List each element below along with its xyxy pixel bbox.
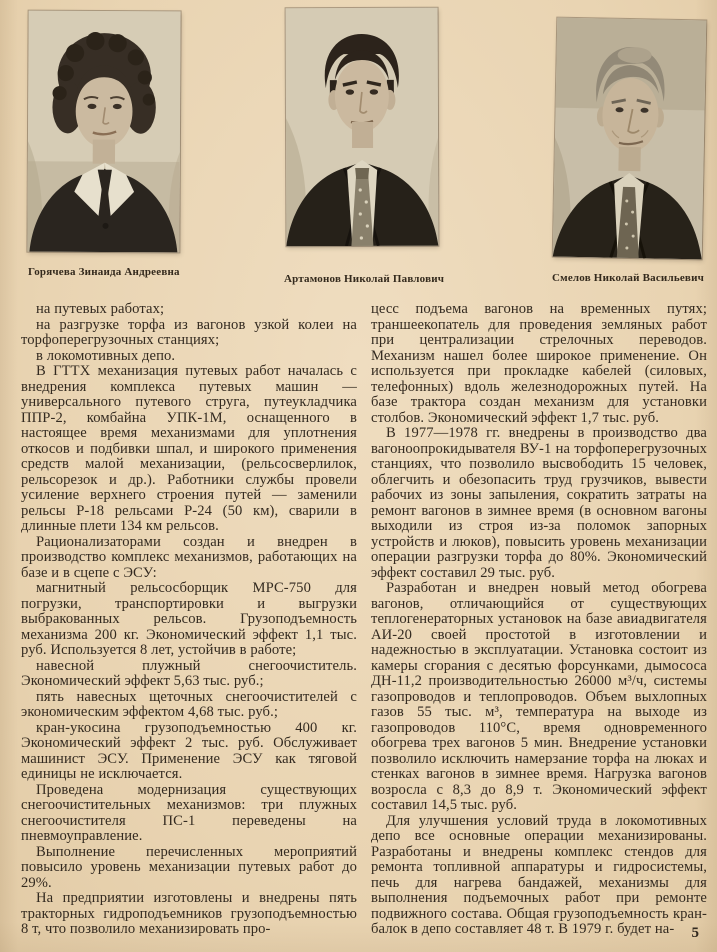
paragraph: Разработан и внедрен новый метод обогрева вагонов, отличающийся от существующих теплогенераторных установок на базе авиадвигателя АИ-20 своей простотой в изготовлении и надежностью в эксплуатации. Установка состоит из камеры сгорания с десятью форсунками, дымососа ДН-11,2 производительностью 26000 м³/ч, системы газопроводов и теплопроводов. Объем выхлопных газов 55 тыс. м³, температура на выходе из газопроводов 110°С, время одновременного обогрева трех вагонов 5 мин. Внедрение установки позволило исключить намерзание торфа на люках и стенках вагонов в зимнее время. Нагрузка вагонов возросла с 8,3 до 8,9 т. Экономический эффект составил 14,5 тыс. руб. <box>371 580 707 813</box>
page-number: 5 <box>691 925 699 941</box>
portrait-man-illustration <box>286 8 439 247</box>
portrait-woman-illustration <box>27 11 180 253</box>
paragraph: Проведена модернизация существующих снегоочистительных механизмов: три плужных снегоочистителя ПС-1 переведены на пневмоуправление. <box>21 781 357 844</box>
photo-caption-goryacheva: Горячева Зинаида Андреевна <box>28 266 180 278</box>
photo-artamonov <box>286 8 439 247</box>
paragraph: кран-укосина грузоподъемностью 400 кг. Экономический эффект 2 тыс. руб. Обслуживает машинист ЭСУ. Применение ЭСУ как тяговой единицы не исключается. <box>21 719 357 782</box>
paragraph: в локомотивных депо. <box>36 347 176 364</box>
paragraph-continuation: цесс подъема вагонов на временных путях; траншеекопатель для проведения земляных работ при централизации стрелочных переводов. Механизм нашел более широкое применение. Он используется при прокладке кабелей (силовых, телефонных) вдоль железнодорожных путей. На базе трактора создан механизм для установки столбов. Экономический эффект 1,7 тыс. руб. <box>371 301 707 426</box>
photo-goryacheva <box>27 11 180 253</box>
photo-caption-artamonov: Артамонов Николай Павлович <box>284 273 445 285</box>
paragraph: навесной плужный снегоочиститель. Экономический эффект 5,63 тыс. руб.; <box>21 657 357 689</box>
paragraph: На предприятии изготовлены и внедрены пять тракторных гидроподъемников грузоподъемностью 8 т, что позволило механизировать про- <box>21 890 357 937</box>
portrait-elderly-man-illustration <box>553 18 707 260</box>
article-body <box>21 302 707 938</box>
right-column <box>371 302 707 938</box>
paragraph: Для улучшения условий труда в локомотивных депо все основные операции механизированы. Разработаны и внедрены комплекс стендов для ремонта топливной аппаратуры и гидросистемы, печь для нагрева бандажей, механизмы для выполнения подъемочных работ при ремонте подвижного состава. Общая грузоподъемность кран-балок в депо составляет 48 т. В 1979 г. будет на- <box>371 812 707 937</box>
paragraph: на путевых работах; <box>36 301 165 317</box>
left-column <box>21 302 357 938</box>
paragraph: В 1977—1978 гг. внедрены в производство два вагоноопрокидывателя ВУ-1 на торфоперегрузочных станциях, что позволило высвободить 15 человек, облегчить и обезопасить труд грузчиков, вывести рабочих из зоны запыления, сократить затраты на ремонт вагонов в зимнее время (в основном вагоны выходили из строя из-за поломок запорных устройств и люков), повысить уровень механизации операции разгрузки торфа до 80%. Экономический эффект составил 29 тыс. руб. <box>371 425 707 581</box>
paragraph: Рационализаторами создан и внедрен в производство комплекс механизмов, работающих на базе и в сцепе с ЭСУ: <box>21 533 357 581</box>
paragraph: пять навесных щеточных снегоочистителей с экономическим эффектом 4,68 тыс. руб.; <box>21 688 357 720</box>
paragraph: Выполнение перечисленных мероприятий повысило уровень механизации путевых работ до 29%. <box>21 843 357 891</box>
paragraph: магнитный рельсосборщик МРС-750 для погрузки, транспортировки и выгрузки выбракованных рельсов. Грузоподъемность механизма 200 кг. Экономический эффект 1,1 тыс. руб. Используется 8 лет, устойчив в работе; <box>21 580 357 658</box>
photo-caption-smelov: Смелов Николай Васильевич <box>552 272 705 284</box>
paragraph: на разгрузке торфа из вагонов узкой колеи на торфоперегрузочных станциях; <box>21 316 357 348</box>
paragraph: В ГТТХ механизация путевых работ началась с внедрения комплекса путевых машин — универсального путевого струга, путеукладчика ППР-2, комбайна УПК-1М, оснащенного в настоящее время механизмами для уплотнения откосов и подбивки шпал, и широкого применения средств малой механизации, (рельсосверлилок, рельсорезок и др.). Работники службы провели усиление верхнего строения путей — заменили рельсы Р-18 рельсами Р-24 (50 км), сварили в длинные плети 134 км рельсов. <box>21 363 357 534</box>
photo-smelov <box>553 18 707 260</box>
